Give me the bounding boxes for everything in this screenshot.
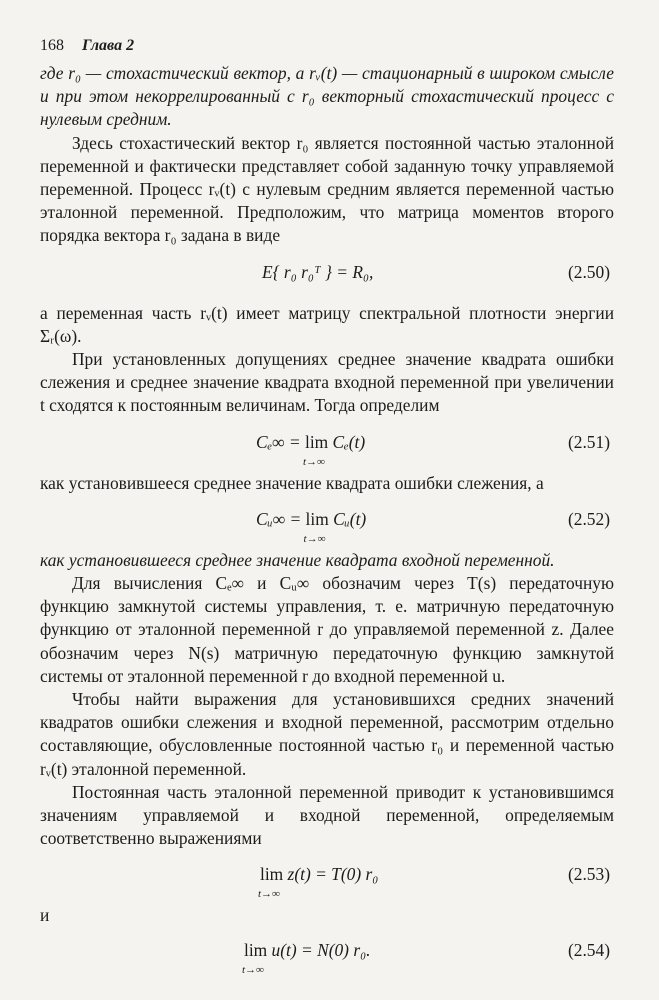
equation-2-53 bbox=[40, 855, 614, 899]
paragraph-9: Постоянная часть эталонной переменной приводит к установившимся значениям управляемой и входной переменной, определяемым соответственно выражениями bbox=[40, 781, 614, 849]
equation-2-52-lim-sub: t→∞ bbox=[303, 532, 326, 545]
paragraph-3: а переменная часть rᵥ(t) имеет матрицу спектральной плотности энергии Σᵣ(ω). bbox=[40, 302, 614, 346]
equation-2-54-lim-sub: t→∞ bbox=[242, 964, 264, 977]
equation-2-54-rhs: u(t) = N(0) r₀. bbox=[267, 940, 371, 961]
paragraph-6: как установившееся среднее значение квадрата входной переменной. bbox=[40, 549, 555, 570]
equation-2-54-lim: lim bbox=[244, 940, 268, 961]
equation-2-51-lhs: Cₑ∞ = bbox=[256, 431, 305, 452]
equation-2-52-lim: lim bbox=[305, 508, 329, 529]
equation-2-53-lim: lim bbox=[260, 864, 284, 885]
running-header bbox=[40, 34, 614, 62]
equation-2-52 bbox=[40, 500, 614, 544]
page-number: 168 bbox=[40, 37, 64, 54]
equation-2-51-rhs: Cₑ(t) bbox=[328, 431, 366, 452]
paragraph-4: При установленных допущениях среднее значение квадрата ошибки слежения и среднее значение квадрата входной переменной при увеличении t сходятся к постоянным величинам. Тогда определим bbox=[40, 349, 614, 416]
equation-2-51 bbox=[40, 423, 614, 467]
equation-2-51-number: (2.51) bbox=[567, 431, 610, 452]
equation-2-50-expr: E{ r₀ r₀ᵀ } = R₀, bbox=[262, 261, 374, 282]
paragraph-8: Чтобы найти выражения для установившихся средних значений квадратов ошибки слежения и входной переменной, рассмотрим отдельно составляющие, обусловленные постоянной частью r₀ и переменной частью rᵥ(t) эталонной переменной. bbox=[40, 689, 614, 779]
book-page bbox=[40, 34, 614, 980]
equation-2-53-lim-sub: t→∞ bbox=[258, 888, 280, 901]
paragraph-7: Для вычисления Cₑ∞ и Cᵤ∞ обозначим через T(s) передаточную функцию замкнутой системы управления, т. е. матричную передаточную функцию от эталонной переменной r до управляемой переменной z. Далее обозначим через N(s) матричную передаточную функцию замкнутой системы от эталонной переменной r до входной переменной u. bbox=[40, 573, 614, 686]
paragraph-2: Здесь стохастический вектор r₀ является постоянной частью эталонной переменной и фактически представляет собой заданную точку управляемой переменной. Процесс rᵥ(t) с нулевым средним является переменной частью эталонной переменной. Предположим, что матрица моментов второго порядка вектора r₀ задана в виде bbox=[40, 132, 614, 246]
equation-2-52-rhs: Cᵤ(t) bbox=[328, 508, 367, 529]
equation-2-50 bbox=[40, 253, 614, 297]
conjunction: и bbox=[40, 905, 50, 926]
equation-2-51-lim-sub: t→∞ bbox=[303, 455, 325, 468]
paragraph-1: где r₀ — стохастический вектор, а rᵥ(t) — стационарный в широком смысле и при этом некоррелированный с r₀ векторный стохастический процесс с нулевым средним. bbox=[40, 63, 614, 130]
equation-2-53-rhs: z(t) = T(0) r₀ bbox=[283, 864, 379, 885]
equation-2-53-number: (2.53) bbox=[567, 864, 610, 885]
equation-2-52-lhs: Cᵤ∞ = bbox=[256, 508, 306, 529]
paragraph-5: как установившееся среднее значение квадрата ошибки слежения, а bbox=[40, 472, 544, 493]
equation-2-52-number: (2.52) bbox=[567, 508, 610, 529]
chapter-title: Глава 2 bbox=[82, 37, 135, 54]
equation-2-50-number: (2.50) bbox=[567, 261, 610, 282]
equation-2-54-number: (2.54) bbox=[567, 940, 610, 961]
equation-2-54 bbox=[40, 931, 614, 975]
equation-2-51-lim: lim bbox=[305, 431, 329, 452]
